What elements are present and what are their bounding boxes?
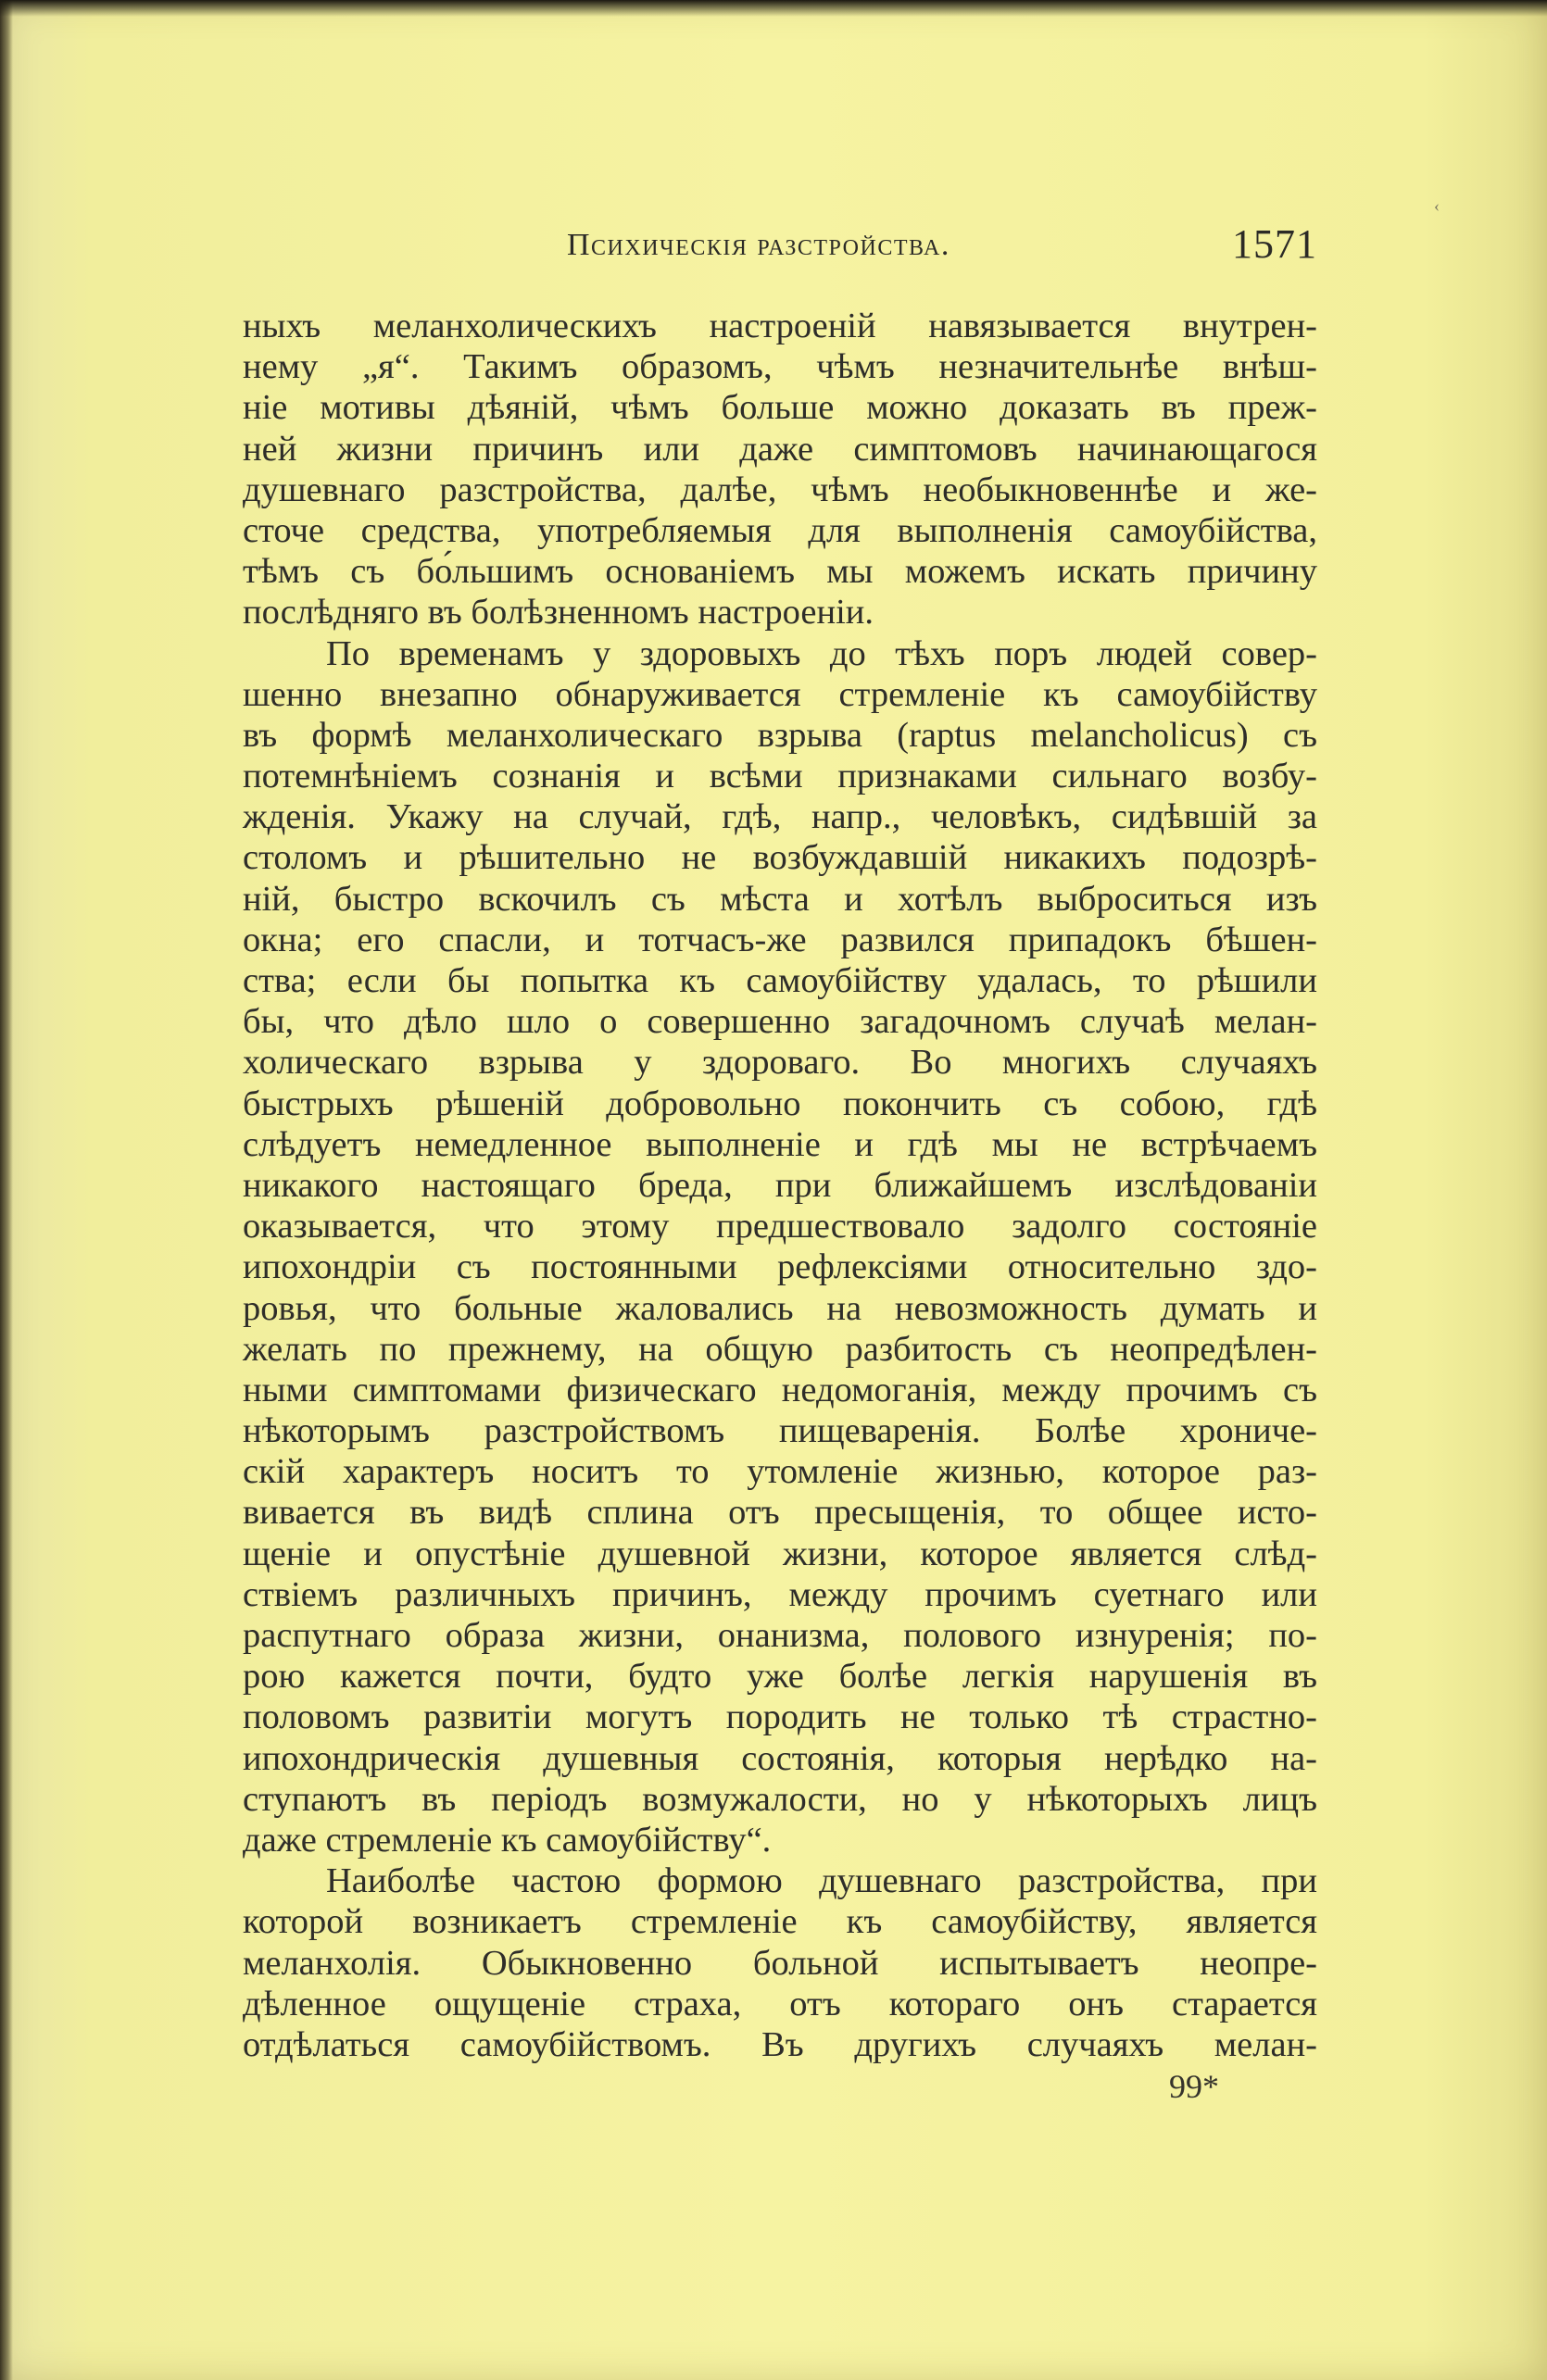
text-line: распутнаго образа жизни, онанизма, полового изнуренія; по- [243, 1616, 1317, 1655]
text-line: щеніе и опустѣніе душевной жизни, которое является слѣд- [243, 1534, 1317, 1573]
body-text [243, 306, 1317, 2065]
text-line: быстрыхъ рѣшеній добровольно покончить съ собою, гдѣ [243, 1084, 1317, 1123]
text-line: вивается въ видѣ сплина отъ пресыщенія, то общее исто- [243, 1493, 1317, 1533]
text-line: дѣленное ощущеніе страха, отъ котораго онъ старается [243, 1984, 1317, 2023]
text-line: ипохондрическія душевныя состоянія, которыя нерѣдко на- [243, 1738, 1317, 1778]
text-line: ипохондріи съ постоянными рефлексіями относительно здо- [243, 1247, 1317, 1287]
text-line: ства; если бы попытка къ самоубійству удалась, то рѣшили [243, 961, 1317, 1000]
text-line: столомъ и рѣшительно не возбуждавшій никакихъ подозрѣ- [243, 838, 1317, 878]
text-line: даже стремленіе къ самоубійству“. [243, 1820, 772, 1860]
text-line: никакого настоящаго бреда, при ближайшемъ изслѣдованіи [243, 1165, 1317, 1205]
text-line: потемнѣніемъ сознанія и всѣми признаками сильнаго возбу- [243, 757, 1317, 796]
text-line: жденія. Укажу на случай, гдѣ, напр., человѣкъ, сидѣвшій за [243, 797, 1317, 837]
text-line: ровья, что больные жаловались на невозможность думать и [243, 1288, 1317, 1328]
text-line: желать по прежнему, на общую разбитость съ неопредѣлен- [243, 1329, 1317, 1369]
book-spine-shadow [0, 0, 13, 2380]
scan-top-edge [0, 0, 1547, 17]
text-line: которой возникаетъ стремленіе къ самоубійству, является [243, 1902, 1317, 1942]
text-line: ней жизни причинъ или даже симптомовъ начинающагося [243, 429, 1317, 469]
text-line: нѣкоторымъ разстройствомъ пищеваренія. Болѣе хрониче- [243, 1411, 1317, 1451]
text-line: ніе мотивы дѣяній, чѣмъ больше можно доказать въ преж- [243, 388, 1317, 428]
text-line: слѣдуетъ немедленное выполненіе и гдѣ мы не встрѣчаемъ [243, 1124, 1317, 1164]
text-line: бы, что дѣло шло о совершенно загадочномъ случаѣ мелан- [243, 1002, 1317, 1042]
text-line: По временамъ у здоровыхъ до тѣхъ поръ людей совер- [326, 633, 1317, 673]
text-line: меланхолія. Обыкновенно больной испытываетъ неопре- [243, 1943, 1317, 1983]
printer-signature-mark: 99* [1169, 2068, 1219, 2105]
text-line: Наиболѣе частою формою душевнаго разстройства, при [326, 1861, 1317, 1901]
text-line: послѣдняго въ болѣзненномъ настроеніи. [243, 593, 874, 633]
text-line: тѣмъ съ бо́льшимъ основаніемъ мы можемъ искать причину [243, 552, 1317, 592]
text-line: сточе средства, употребляемыя для выполненія самоубійства, [243, 510, 1317, 550]
text-line: половомъ развитіи могутъ породить не только тѣ страстно- [243, 1697, 1317, 1737]
text-line: ствіемъ различныхъ причинъ, между прочимъ суетнаго или [243, 1574, 1317, 1614]
text-line: ными симптомами физическаго недомоганія, между прочимъ съ [243, 1370, 1317, 1409]
page-number: 1571 [1232, 221, 1317, 267]
page-header [243, 219, 1317, 283]
text-line: шенно внезапно обнаруживается стремленіе къ самоубійству [243, 674, 1317, 714]
text-line: холическаго взрыва у здороваго. Во многихъ случаяхъ [243, 1043, 1317, 1083]
text-line: въ формѣ меланхолическаго взрыва (raptus melancholicus) съ [243, 715, 1317, 755]
text-line: скій характеръ носитъ то утомленіе жизнью, которое раз- [243, 1452, 1317, 1492]
text-line: окна; его спасли, и тотчасъ-же развился припадокъ бѣшен- [243, 920, 1317, 959]
text-line: оказывается, что этому предшествовало задолго состояніе [243, 1207, 1317, 1246]
text-line: ступаютъ въ періодъ возмужалости, но у нѣкоторыхъ лицъ [243, 1779, 1317, 1819]
text-line: отдѣлаться самоубійствомъ. Въ другихъ случаяхъ мелан- [243, 2024, 1317, 2064]
text-line: ній, быстро вскочилъ съ мѣста и хотѣлъ выброситься изъ [243, 879, 1317, 919]
text-line: нему „я“. Такимъ образомъ, чѣмъ незначительнѣе внѣш- [243, 347, 1317, 387]
running-head: Психическія разстройства. [567, 228, 950, 262]
margin-mark: ‹ [1434, 196, 1440, 215]
text-line: душевнаго разстройства, далѣе, чѣмъ необыкновеннѣе и же- [243, 470, 1317, 509]
text-line: ныхъ меланхолическихъ настроеній навязывается внутрен- [243, 307, 1317, 345]
text-line: рою кажется почти, будто уже болѣе легкія нарушенія въ [243, 1657, 1317, 1697]
